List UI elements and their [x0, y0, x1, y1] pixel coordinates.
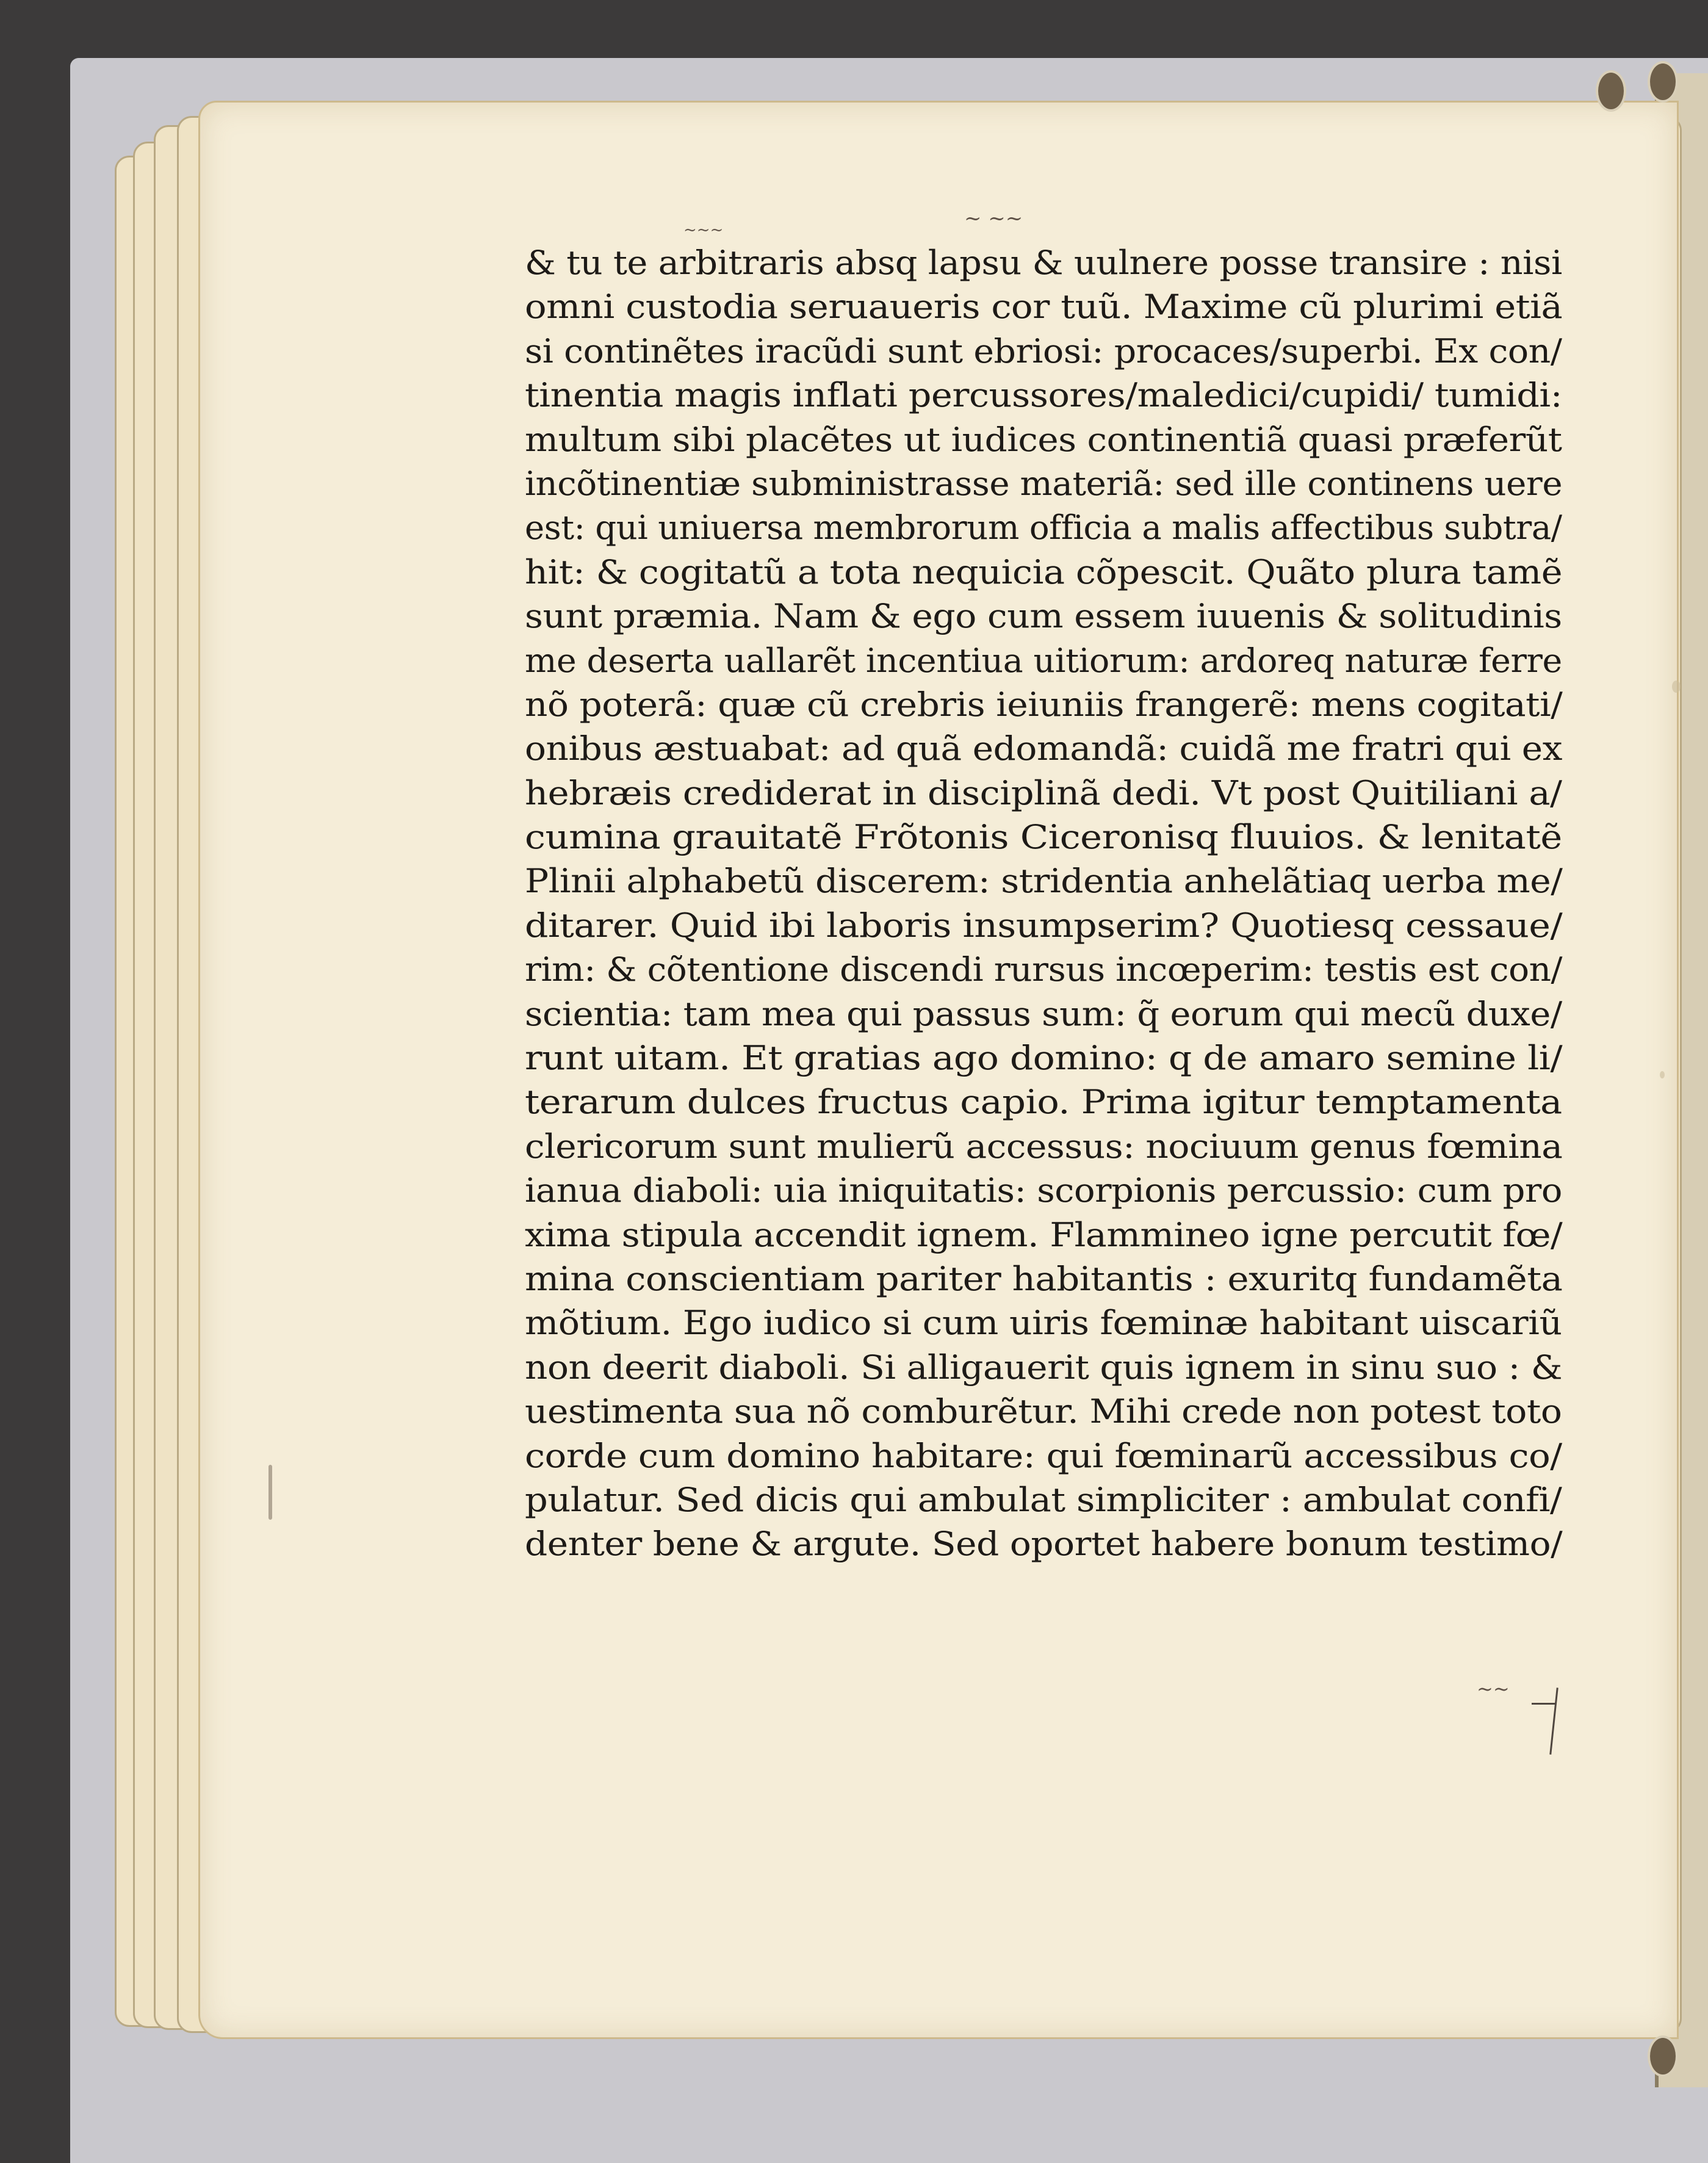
text-line: ianua diaboli: uia iniquitatis: scorpionis percussio: cum pro: [525, 1171, 1563, 1210]
margin-mark: [268, 1465, 272, 1520]
text-line: me deserta uallarẽt incentiua uitiorum: ardoreq naturæ ferre: [525, 641, 1562, 680]
text-line: non deerit diaboli. Si alligauerit quis ignem in sinu suo : &: [525, 1348, 1563, 1387]
text-line: si continẽtes iracũdi sunt ebriosi: procaces/superbi. Ex con/: [525, 331, 1562, 370]
text-line: nõ poterã: quæ cũ crebris ieiuniis frangerẽ: mens cogitati/: [525, 685, 1563, 724]
text-line: est: qui uniuersa membrorum officia a malis affectibus subtra/: [525, 508, 1562, 547]
ink-spot: [1672, 681, 1681, 693]
text-line: clericorum sunt mulierũ accessus: nociuum genus fœmina: [525, 1127, 1563, 1166]
text-line: denter bene & argute. Sed oportet habere bonum testimo/: [525, 1525, 1563, 1564]
text-line: hit: & cogitatũ a tota nequicia cõpescit. Quãto plura tamẽ: [525, 552, 1563, 591]
marginal-annotation: ~~~: [683, 221, 724, 239]
text-line: terarum dulces fructus capio. Prima igitur temptamenta: [525, 1083, 1562, 1122]
binding-thread: [1648, 2035, 1678, 2077]
text-line: xima stipula accendit ignem. Flammineo igne percutit fœ/: [525, 1215, 1563, 1254]
text-line: runt uitam. Et gratias ago domino: q de amaro semine li/: [525, 1039, 1563, 1078]
text-line: hebræis crediderat in disciplinã dedi. Vt post Quitiliani a/: [525, 773, 1562, 812]
text-line: scientia: tam mea qui passus sum: q̃ eorum qui mecũ duxe/: [525, 994, 1562, 1033]
text-line: onibus æstuabat: ad quã edomandã: cuidã me fratri qui ex: [525, 729, 1562, 768]
text-line: sunt præmia. Nam & ego cum essem iuuenis & solitudinis: [525, 597, 1562, 636]
text-line: Plinii alphabetũ discerem: stridentia anhelãtiaq uerba me/: [525, 862, 1563, 901]
text-line: pulatur. Sed dicis qui ambulat simpliciter : ambulat confi/: [525, 1480, 1562, 1519]
text-line: omni custodia seruaueris cor tuũ. Maxime cũ plurimi etiã: [525, 287, 1563, 327]
text-line: mõtium. Ego iudico si cum uiris fœminæ habitant uiscariũ: [525, 1304, 1562, 1343]
marginal-annotation: ~~: [1477, 1677, 1510, 1700]
text-line: incõtinentiæ subministrasse materiã: sed ille continens uere: [525, 464, 1563, 503]
binding-thread: [1648, 61, 1678, 103]
text-line: ditarer. Quid ibi laboris insumpserim? Quotiesq cessaue/: [525, 906, 1563, 945]
text-line: corde cum domino habitare: qui fœminarũ accessibus co/: [525, 1436, 1562, 1475]
text-line: tinentia magis inflati percussores/maledici/cupidi/ tumidi:: [525, 376, 1563, 415]
text-line: rim: & cõtentione discendi rursus incœperim: testis est con/: [525, 950, 1563, 989]
text-line: cumina grauitatẽ Frõtonis Ciceronisq fluuios. & lenitatẽ: [525, 818, 1562, 857]
text-line: & tu te arbitraris absq lapsu & uulnere posse transire : nisi: [525, 244, 1562, 282]
text-line: multum sibi placẽtes ut iudices continentiã quasi præferũt: [525, 420, 1562, 459]
incunable-text-block: [525, 241, 1562, 1567]
text-line: mina conscientiam pariter habitantis : exuritq fundamẽta: [525, 1259, 1563, 1298]
text-line: uestimenta sua nõ comburẽtur. Mihi crede non potest toto: [525, 1392, 1562, 1431]
binding-thread: [1596, 70, 1626, 112]
handwritten-stroke: [1532, 1703, 1556, 1705]
marginal-annotation: ~ ~~: [964, 206, 1023, 231]
